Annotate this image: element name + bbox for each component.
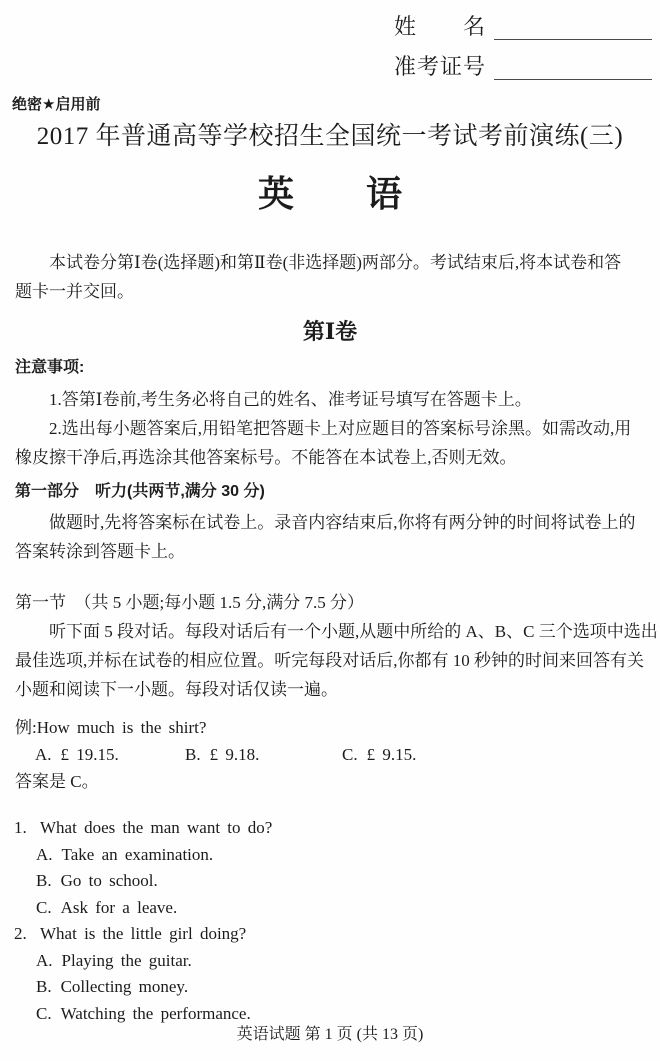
option-a-label: A. <box>36 950 53 970</box>
option-b-label: B. <box>36 871 52 890</box>
option-c-text: Watching the performance. <box>60 1003 251 1023</box>
section-1-instruction-line-2: 最佳选项,并标在试卷的相应位置。听完每段对话后,你都有 10 秒钟的时间来回答有关 <box>15 651 644 670</box>
question-2-text: What is the little girl doing? <box>40 924 247 943</box>
option-a-label: A. <box>35 745 52 764</box>
admission-number-field-line <box>494 55 652 80</box>
candidate-info-fields <box>394 14 652 80</box>
example-option-a <box>35 741 185 768</box>
listening-part-heading: 第一部分 听力(共两节,满分 30 分) <box>15 483 265 500</box>
option-b-text: £ 9.18. <box>209 745 260 764</box>
option-a-text: Take an examination. <box>61 844 214 864</box>
note-item-2-line-1: 2.选出每小题答案后,用铅笔把答题卡上对应题目的答案标号涂黑。如需改动,用 <box>49 419 632 438</box>
listening-instruction-line-2: 答案转涂到答题卡上。 <box>15 542 185 561</box>
example-option-b <box>185 741 342 768</box>
intro-paragraph <box>15 248 645 306</box>
note-item-2-line-2: 橡皮擦干净后,再选涂其他答案标号。不能答在本试卷上,否则无效。 <box>15 448 517 467</box>
question-2-option-a <box>36 948 660 975</box>
volume-1-title: 第Ⅰ卷 <box>302 319 358 344</box>
example-answer-note: 答案是 C。 <box>15 772 99 791</box>
notes-list <box>15 385 645 472</box>
section-1-instruction-line-3: 小题和阅读下一小题。每段对话仅读一遍。 <box>15 680 338 699</box>
page-footer: 英语试题 第 1 页 (共 13 页) <box>236 1026 424 1043</box>
admission-number-field-label: 准考证号 <box>393 54 486 79</box>
option-c-label: C. <box>36 897 52 917</box>
question-1 <box>14 815 660 842</box>
question-2-number: 2. <box>14 924 27 943</box>
secrecy-notice: 绝密★启用前 <box>12 96 101 113</box>
question-2-option-c <box>36 1001 660 1028</box>
listening-part-instructions <box>15 508 645 566</box>
question-1-text: What does the man want to do? <box>40 818 273 837</box>
option-b-text: Go to school. <box>60 871 158 890</box>
option-b-text: Collecting money. <box>60 977 189 996</box>
question-1-number: 1. <box>14 818 27 837</box>
question-1-option-c <box>36 895 660 922</box>
section-1-instruction-line-1: 听下面 5 段对话。每段对话后有一个小题,从题中所给的 A、B、C 三个选项中选出 <box>49 622 658 641</box>
example-options-row <box>35 741 660 768</box>
question-2 <box>14 921 660 948</box>
option-b-label: B. <box>185 745 201 764</box>
option-a-text: Playing the guitar. <box>61 950 192 970</box>
option-c-text: £ 9.15. <box>366 745 417 764</box>
option-c-label: C. <box>36 1003 52 1023</box>
question-2-option-b <box>36 974 660 1001</box>
section-1-instructions <box>15 617 658 704</box>
intro-line-1: 本试卷分第Ⅰ卷(选择题)和第Ⅱ卷(非选择题)两部分。考试结束后,将本试卷和答 <box>49 253 622 272</box>
name-field-row <box>394 14 652 40</box>
section-1-heading: 第一节 （共 5 小题;每小题 1.5 分,满分 7.5 分） <box>15 593 364 612</box>
example-option-c <box>342 741 416 768</box>
option-b-label: B. <box>36 977 52 996</box>
note-item-1: 1.答第Ⅰ卷前,考生务必将自己的姓名、准考证号填写在答题卡上。 <box>49 390 532 409</box>
option-a-text: £ 19.15. <box>60 745 119 764</box>
name-field-label: 姓 名 <box>393 14 486 39</box>
example-prompt: 例:How much is the shirt? <box>15 718 207 737</box>
name-field-line <box>494 15 652 40</box>
option-c-text: Ask for a leave. <box>60 897 178 917</box>
subject-title: 英 语 <box>257 173 402 214</box>
example-block <box>0 714 660 795</box>
option-c-label: C. <box>342 745 358 764</box>
question-1-option-a <box>36 842 660 869</box>
listening-instruction-line-1: 做题时,先将答案标在试卷上。录音内容结束后,你将有两分钟的时间将试卷上的 <box>49 513 636 532</box>
question-list <box>0 815 660 1027</box>
option-a-label: A. <box>36 844 53 864</box>
intro-line-2: 题卡一并交回。 <box>15 282 134 301</box>
question-1-option-b <box>36 868 660 895</box>
admission-number-field-row <box>394 54 652 80</box>
exam-session-title: 2017 年普通高等学校招生全国统一考试考前演练(三) <box>36 123 624 150</box>
notes-heading: 注意事项: <box>15 359 85 376</box>
